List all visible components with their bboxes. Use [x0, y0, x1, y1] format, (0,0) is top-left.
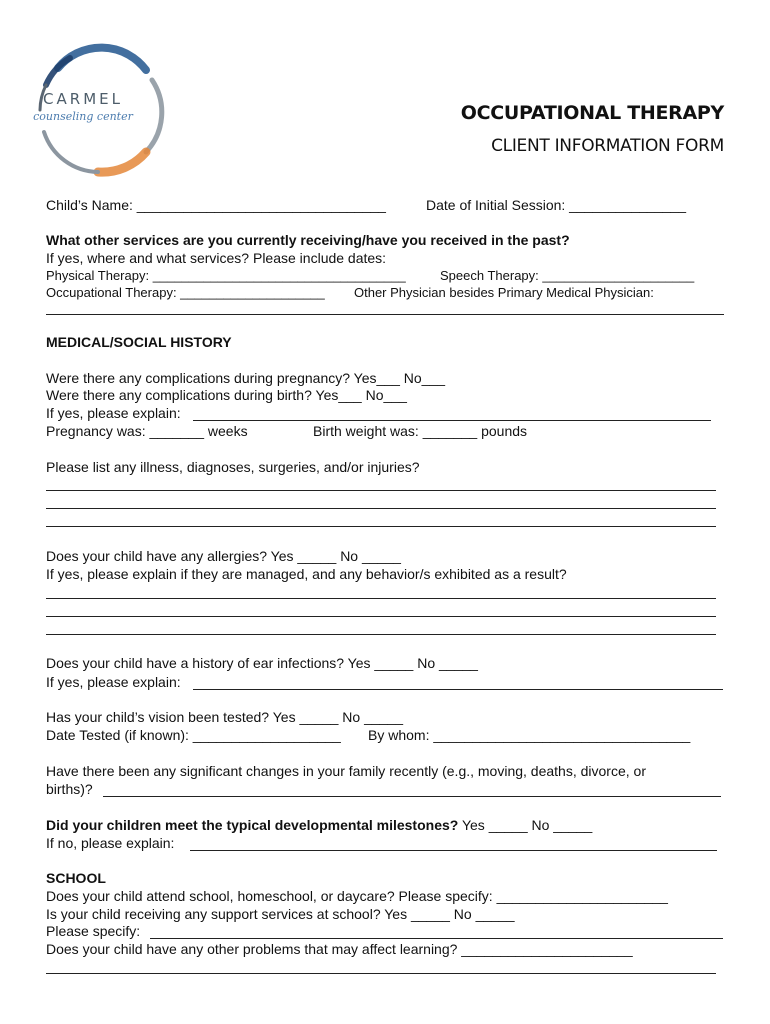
pregnancy-complications-field[interactable]: Were there any complications during pregnancy? Yes___ No___	[46, 370, 445, 386]
logo-subtitle: counseling center	[33, 110, 133, 123]
ear-explain-label: If yes, please explain:	[46, 674, 181, 690]
pregnancy-weeks-field[interactable]: Pregnancy was: _______ weeks	[46, 423, 248, 439]
milestones-field[interactable]	[46, 817, 592, 834]
allergies-explain-prompt: If yes, please explain if they are managed, and any behavior/s exhibited as a result?	[46, 566, 567, 582]
family-changes-prompt: Have there been any significant changes in your family recently (e.g., moving, deaths, divorce, or	[46, 763, 646, 779]
milestones-explain-label: If no, please explain:	[46, 835, 175, 851]
physical-therapy-field[interactable]: Physical Therapy: ___________________________________	[46, 268, 406, 283]
allergies-line[interactable]	[46, 598, 716, 599]
school-attend-field[interactable]: Does your child attend school, homeschool, or daycare? Please specify: ______________________	[46, 888, 668, 904]
allergies-field[interactable]: Does your child have any allergies? Yes _____ No _____	[46, 548, 401, 564]
vision-tested-field[interactable]: Has your child’s vision been tested? Yes _____ No _____	[46, 709, 403, 725]
family-changes-line[interactable]	[103, 796, 721, 797]
illness-line[interactable]	[46, 490, 716, 491]
allergies-line[interactable]	[46, 634, 716, 635]
support-specify-label: Please specify:	[46, 923, 141, 939]
learning-problems-line[interactable]	[46, 973, 716, 974]
speech-therapy-field[interactable]: Speech Therapy: _____________________	[440, 268, 695, 283]
carmel-logo	[28, 40, 166, 180]
ear-infections-field[interactable]: Does your child have a history of ear infections? Yes _____ No _____	[46, 655, 478, 671]
school-heading: SCHOOL	[46, 870, 106, 886]
support-specify-line[interactable]	[150, 938, 723, 939]
birth-weight-field[interactable]: Birth weight was: _______ pounds	[313, 423, 528, 439]
milestones-answer[interactable]: Yes _____ No _____	[458, 817, 593, 833]
occupational-therapy-field[interactable]: Occupational Therapy: ____________________	[46, 285, 325, 300]
date-tested-field[interactable]: Date Tested (if known): ___________________	[46, 727, 341, 743]
form-title: OCCUPATIONAL THERAPY	[460, 102, 724, 124]
support-services-field[interactable]: Is your child receiving any support services at school? Yes _____ No _____	[46, 906, 515, 922]
complications-explain-line[interactable]	[193, 420, 711, 421]
childs-name-field[interactable]: Child’s Name: ________________________________	[46, 197, 386, 213]
birth-complications-field[interactable]: Were there any complications during birth? Yes___ No___	[46, 387, 407, 403]
milestones-explain-line[interactable]	[190, 850, 717, 851]
initial-session-field[interactable]: Date of Initial Session: _______________	[426, 197, 686, 213]
allergies-line[interactable]	[46, 616, 716, 617]
other-physician-label: Other Physician besides Primary Medical Physician:	[354, 285, 654, 300]
illness-line[interactable]	[46, 526, 716, 527]
learning-problems-field[interactable]: Does your child have any other problems that may affect learning? ______________________	[46, 941, 633, 957]
ear-explain-line[interactable]	[193, 689, 723, 690]
other-physician-line[interactable]	[46, 314, 724, 315]
services-question: What other services are you currently receiving/have you received in the past?	[46, 232, 570, 248]
services-instructions: If yes, where and what services? Please include dates:	[46, 250, 387, 266]
form-subtitle: CLIENT INFORMATION FORM	[491, 136, 724, 156]
complications-explain-label: If yes, please explain:	[46, 405, 181, 421]
by-whom-field[interactable]: By whom: _________________________________	[368, 727, 691, 743]
medical-heading: MEDICAL/SOCIAL HISTORY	[46, 334, 232, 350]
illness-line[interactable]	[46, 508, 716, 509]
illness-prompt: Please list any illness, diagnoses, surgeries, and/or injuries?	[46, 459, 420, 475]
logo-name: CARMEL	[43, 90, 123, 108]
milestones-question: Did your children meet the typical developmental milestones?	[46, 817, 459, 833]
births-label: births)?	[46, 781, 93, 797]
